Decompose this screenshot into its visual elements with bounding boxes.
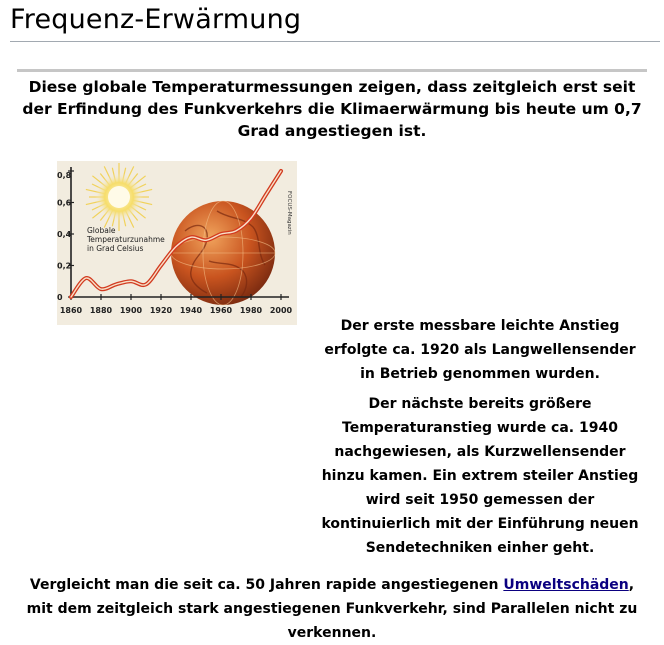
closing-text-before: Vergleicht man die seit ca. 50 Jahren rapide angestiegenen bbox=[29, 577, 504, 593]
y-tick-label: 0,4 bbox=[57, 230, 72, 239]
closing-text-after: , mit dem zeitgleich stark angestiegenen Funkverkehr, sind Parallelen nicht zu verkennen. bbox=[26, 577, 638, 641]
closing-text bbox=[17, 573, 647, 645]
sun-icon bbox=[86, 163, 152, 231]
y-tick-label: 0,8 bbox=[57, 171, 72, 180]
title-divider bbox=[10, 41, 660, 42]
umweltschaeden-link[interactable]: Umweltschäden bbox=[503, 577, 629, 593]
y-tick-label: 0 bbox=[57, 293, 63, 302]
x-tick-label: 1940 bbox=[179, 306, 203, 315]
chart-source: FOCUS-Magazin bbox=[286, 191, 292, 235]
x-tick-label: 1860 bbox=[59, 306, 83, 315]
y-tick-label: 0,2 bbox=[57, 261, 72, 271]
x-tick-label: 1880 bbox=[89, 306, 113, 315]
content-top-bar bbox=[17, 69, 647, 72]
paragraph-second-rise: Der nächste bereits größere Temperaturanstieg wurde ca. 1940 nachgewiesen, als Kurzwellensender hinzu kamen. Ein extrem steiler Anstieg wird seit 1950 gemessen der kontinuierlich mit der Einführung neuen Sendetechniken einher geht. bbox=[321, 396, 639, 556]
x-tick-label: 1900 bbox=[119, 306, 143, 315]
temperature-chart bbox=[57, 161, 297, 325]
globe-icon bbox=[171, 201, 275, 305]
chart-label-line1: Globale bbox=[87, 226, 116, 235]
x-tick-label: 1920 bbox=[149, 306, 173, 315]
intro-text: Diese globale Temperaturmessungen zeigen, dass zeitgleich erst seit der Erfindung des Funkverkehrs die Klimaerwärmung bis heute um 0,7 Grad angestiegen ist. bbox=[22, 78, 642, 140]
x-tick-label: 1960 bbox=[209, 306, 233, 315]
x-tick-label: 2000 bbox=[269, 306, 293, 315]
chart-label-line3: in Grad Celsius bbox=[87, 244, 144, 253]
y-tick-label: 0,6 bbox=[57, 198, 72, 208]
x-tick-label: 1980 bbox=[239, 306, 263, 315]
chart-label-line2: Temperaturzunahme bbox=[87, 235, 165, 244]
paragraph-first-rise: Der erste messbare leichte Anstieg erfolgte ca. 1920 als Langwellensender in Betrieb genommen wurden. bbox=[324, 318, 636, 382]
temperature-figure bbox=[57, 161, 297, 325]
page-title: Frequenz-Erwärmung bbox=[10, 4, 302, 35]
